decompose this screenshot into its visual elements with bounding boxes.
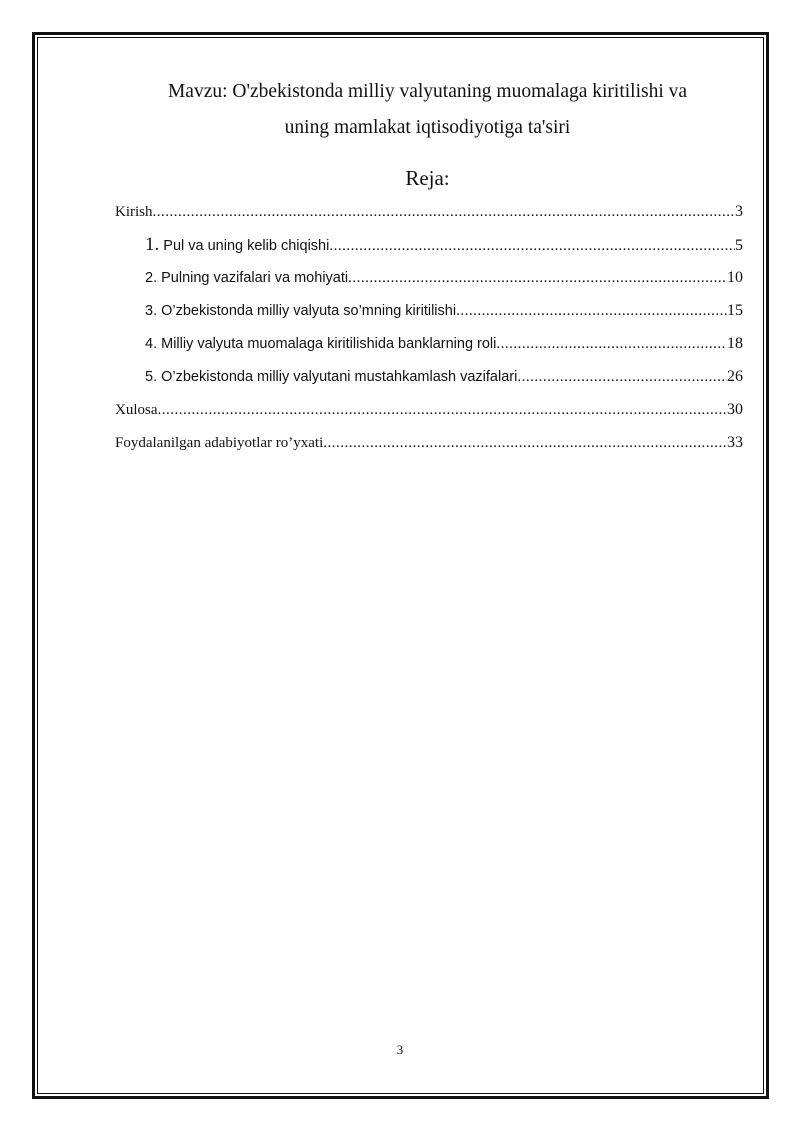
toc-entry-section-4[interactable] xyxy=(115,330,743,363)
toc-entry-label: Kirish xyxy=(115,204,153,220)
toc-entry-page: 33 xyxy=(727,434,743,451)
toc-entry-number: 1. xyxy=(145,234,160,255)
page-border-inner xyxy=(37,37,764,1094)
toc-entry-references[interactable] xyxy=(115,429,743,462)
toc-dot-leader xyxy=(348,264,727,292)
toc-entry-page: 26 xyxy=(727,368,743,385)
toc-entry-page: 10 xyxy=(727,269,743,286)
toc-dot-leader xyxy=(153,198,736,226)
toc-entry-page: 18 xyxy=(727,335,743,352)
document-title xyxy=(100,74,755,146)
title-line-2: uning mamlakat iqtisodiyotiga ta'siri xyxy=(284,117,571,138)
table-of-contents xyxy=(115,198,743,462)
plan-heading: Reja: xyxy=(405,166,450,190)
toc-entry-section-3[interactable] xyxy=(115,297,743,330)
page-number: 3 xyxy=(396,1042,404,1057)
toc-dot-leader xyxy=(456,297,727,325)
toc-dot-leader xyxy=(323,429,727,457)
toc-entry-section-2[interactable] xyxy=(115,264,743,297)
toc-entry-page: 30 xyxy=(727,401,743,418)
title-line-1: Mavzu: O'zbekistonda milliy valyutaning muomalaga kiritilishi va xyxy=(167,81,688,102)
toc-entry-xulosa[interactable] xyxy=(115,396,743,429)
toc-entry-section-5[interactable] xyxy=(115,363,743,396)
toc-entry-label: Foydalanilgan adabiyotlar ro’yxati xyxy=(115,435,324,451)
toc-entry-label xyxy=(145,231,329,260)
toc-dot-leader xyxy=(496,330,727,358)
toc-dot-leader xyxy=(158,396,728,424)
toc-dot-leader xyxy=(329,232,735,260)
toc-dot-leader xyxy=(517,363,727,391)
toc-entry-label: 5. O’zbekistonda milliy valyutani mustahkamlash vazifalari xyxy=(145,369,518,385)
toc-entry-text: Pul va uning kelib chiqishi xyxy=(163,238,330,254)
toc-entry-page: 15 xyxy=(727,302,743,319)
toc-entry-page: 3 xyxy=(735,203,743,220)
toc-entry-page: 5 xyxy=(735,237,743,254)
toc-entry-kirish[interactable] xyxy=(115,198,743,231)
toc-entry-label: 2. Pulning vazifalari va mohiyati xyxy=(145,270,349,286)
toc-entry-label: 4. Milliy valyuta muomalaga kiritilishida banklarning roli xyxy=(145,336,497,352)
toc-entry-section-1[interactable] xyxy=(115,231,743,264)
toc-entry-label: 3. O’zbekistonda milliy valyuta so’mning kiritilishi xyxy=(145,303,457,319)
toc-entry-label: Xulosa xyxy=(115,402,158,418)
